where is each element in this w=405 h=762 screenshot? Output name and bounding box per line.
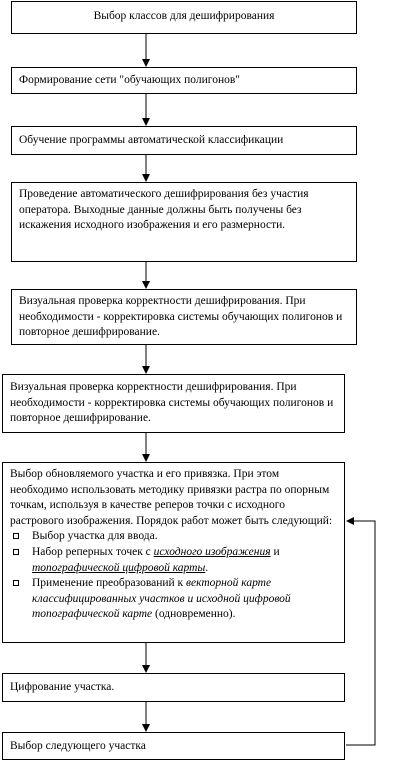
checkbox-bullet-icon	[13, 580, 19, 586]
step-select-classes	[11, 1, 357, 34]
step-auto-interpretation-text: Проведение автоматического дешифрирования без участия оператора. Выходные данные должны быть получены без искажения исходного изображения и его размерности.	[19, 188, 309, 232]
list-item-text: Применение преобразований к	[32, 577, 187, 590]
list-item	[10, 576, 337, 623]
step-visual-check-2-text: Визуальная проверка корректности дешифрирования. При необходимости - корректировка системы обучающих полигонов и повторное дешифрирование.	[10, 381, 334, 425]
checkbox-bullet-icon	[13, 549, 19, 555]
step-train-classifier-text: Обучение программы автоматической классификации	[19, 134, 284, 146]
step-visual-check-1-text: Визуальная проверка корректности дешифрирования. При необходимости - корректировка системы обучающих полигонов и повторное дешифрирование.	[19, 295, 343, 339]
checkbox-bullet-icon	[13, 533, 19, 539]
list-item	[10, 545, 337, 576]
step-digitize-area	[2, 673, 345, 702]
step-visual-check-2	[2, 374, 345, 433]
list-item-text: (одновременно).	[152, 608, 236, 621]
step-visual-check-1	[11, 289, 357, 345]
step-next-area-text: Выбор следующего участка	[10, 740, 146, 752]
list-item-emphasis: исходного изображения	[153, 545, 271, 558]
step-select-area-list	[10, 529, 337, 623]
loop-back-arrow	[346, 521, 375, 745]
list-item-emphasis: топографической цифровой карты	[32, 561, 206, 574]
list-item-text: Выбор участка для ввода.	[32, 530, 158, 543]
list-item-text: .	[205, 561, 209, 574]
step-select-classes-text: Выбор классов для дешифрирования	[93, 10, 275, 22]
step-digitize-area-text: Цифрование участка.	[10, 681, 115, 693]
step-auto-interpretation	[11, 182, 357, 262]
list-item-text: Набор реперных точек с	[32, 545, 154, 558]
list-item-emphasis: векторной карте классифицированных участков и исходной цифровой топографической карте	[32, 577, 291, 621]
step-training-polygons-text: Формирование сети "обучающих полигонов"	[19, 74, 240, 86]
list-item	[10, 529, 337, 545]
step-select-area	[2, 462, 345, 643]
step-select-area-intro: Выбор обновляемого участка и его привязка. При этом необходимо использовать методику привязки растра по опорным точкам, используя в качестве реперов точки с исходного растрового изображения. Порядок работ может быть следующий:	[10, 468, 333, 527]
step-train-classifier	[11, 126, 357, 155]
step-training-polygons	[11, 67, 357, 94]
step-next-area	[2, 732, 345, 760]
list-item-text: и	[270, 545, 280, 558]
